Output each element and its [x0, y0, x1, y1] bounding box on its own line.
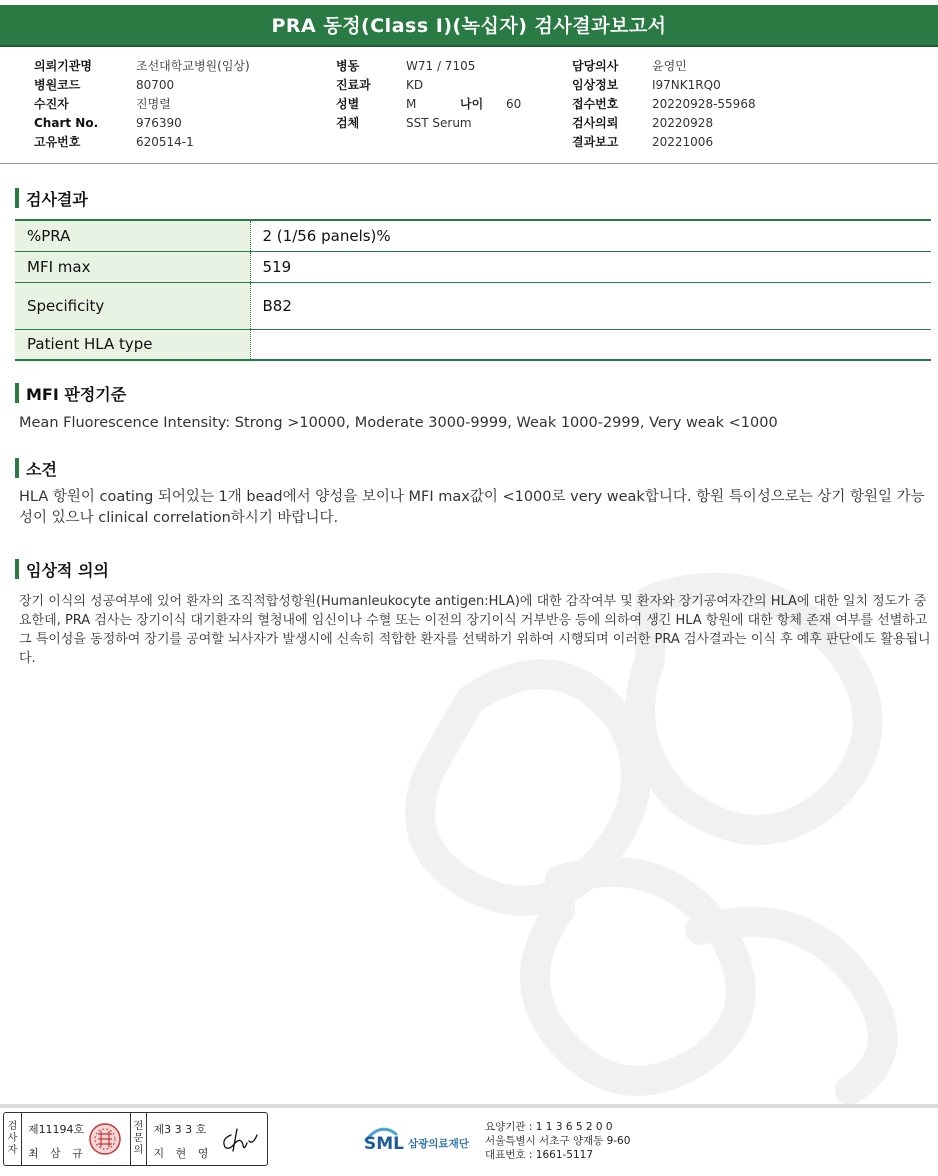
org-phone: 대표번호 : 1661-5117	[485, 1149, 594, 1161]
signature-box	[3, 1112, 268, 1166]
info-label: 임상정보	[572, 78, 619, 92]
info-label: 접수번호	[572, 97, 619, 111]
result-key: Patient HLA type	[15, 329, 250, 360]
section-marker	[15, 458, 19, 478]
confirmer-number: 제3 3 3 호	[153, 1123, 207, 1136]
result-value: 519	[250, 251, 931, 282]
info-label: Chart No.	[34, 115, 99, 130]
org-info	[485, 1120, 630, 1162]
mfi-criteria-text: Mean Fluorescence Intensity: Strong >10000, Moderate 3000-9999, Weak 1000-2999, Very weak <1000	[19, 415, 778, 431]
info-row	[336, 113, 521, 132]
seal-stamp-icon	[88, 1122, 122, 1156]
info-column-3	[572, 56, 756, 151]
info-row	[336, 56, 521, 75]
section-label: 소견	[26, 459, 57, 479]
label-char: 전	[133, 1121, 144, 1132]
info-label: 고유번호	[34, 135, 81, 149]
confirmer-name: 지 현 영	[153, 1147, 213, 1160]
info-value: 20221006	[652, 134, 714, 149]
info-row	[34, 113, 250, 132]
info-label: 의뢰기관명	[34, 59, 92, 73]
result-key: Specificity	[15, 282, 250, 329]
info-row	[572, 113, 756, 132]
info-row	[572, 132, 756, 151]
section-label: MFI 판정기준	[26, 384, 127, 404]
table-row	[15, 220, 931, 251]
info-value: 80700	[136, 77, 175, 92]
examiner-number: 제11194호	[27, 1123, 85, 1136]
info-value: 조선대학교병원(임상)	[136, 59, 250, 73]
info-column-1	[34, 56, 250, 151]
section-opinion-title	[15, 456, 57, 480]
sml-logo	[364, 1118, 484, 1162]
result-key: MFI max	[15, 251, 250, 282]
result-value: 2 (1/56 panels)%	[250, 220, 931, 251]
info-value: M	[406, 96, 417, 111]
org-name: 삼광의료재단	[408, 1137, 469, 1150]
results-table	[15, 219, 931, 361]
result-value: B82	[250, 282, 931, 329]
org-address: 서울특별시 서초구 양재동 9-60	[485, 1135, 631, 1147]
result-value	[250, 329, 931, 360]
label-char: 의	[133, 1145, 144, 1156]
info-label: 진료과	[336, 78, 371, 92]
info-row	[572, 94, 756, 113]
label-char: 검	[7, 1121, 18, 1132]
info-row	[34, 94, 250, 113]
section-label: 임상적 의의	[26, 560, 109, 580]
table-row	[15, 329, 931, 360]
report-title: PRA 동정(Class I)(녹십자) 검사결과보고서	[0, 5, 938, 47]
table-row	[15, 282, 931, 329]
info-row	[34, 56, 250, 75]
age-label: 나이	[460, 97, 484, 111]
info-value: SST Serum	[406, 115, 472, 130]
info-value: 20220928-55968	[652, 96, 756, 111]
label-char: 자	[7, 1145, 18, 1156]
info-value: 976390	[136, 115, 182, 130]
section-results-title	[15, 186, 88, 210]
info-label: 검사의뢰	[572, 116, 619, 130]
section-marker	[15, 188, 19, 208]
info-label: 수진자	[34, 97, 69, 111]
section-mfi-title	[15, 381, 126, 405]
org-code: 요양기관 : 1 1 3 6 5 2 0 0	[485, 1121, 613, 1133]
confirmer-label	[130, 1113, 148, 1165]
info-column-2	[336, 56, 521, 132]
examiner-name: 최 삼 규	[27, 1147, 87, 1160]
label-char: 사	[7, 1133, 18, 1144]
info-row	[34, 132, 250, 151]
info-label: 검체	[336, 116, 360, 130]
patient-info	[0, 52, 938, 164]
section-label: 검사결과	[26, 189, 88, 209]
info-row	[572, 75, 756, 94]
info-row	[336, 94, 521, 113]
section-marker	[15, 383, 19, 403]
clinical-text: 장기 이식의 성공여부에 있어 환자의 조직적합성항원(Humanleukocyte antigen:HLA)에 대한 감작여부 및 환자와 장기공여자간의 HLA에 대한 일치 정도가 중요한데, PRA 검사는 장기이식 대기환자의 혈청내에 임신이나 수혈 또는 이전의 장기이식 거부반응 등에 의하여 생긴 HLA 항원에 대한 항체 존재 여부를 선별하고 그 특이성을 동정하여 장기를 공여할 뇌사자가 발생시에 신속히 적합한 환자를 선택하기 위하여 시행되며 이러한 PRA 검사결과는 이식 후 예후 판단에도 활용됩니다.	[19, 594, 931, 666]
info-row	[34, 75, 250, 94]
info-value: 20220928	[652, 115, 714, 130]
info-value: 윤영민	[652, 59, 687, 73]
confirmer-info	[147, 1113, 267, 1165]
info-value: 진명렬	[136, 97, 171, 111]
result-key: %PRA	[15, 220, 250, 251]
info-label: 병동	[336, 59, 360, 73]
footer-divider	[0, 1104, 938, 1108]
label-char: 문	[133, 1133, 144, 1144]
examiner-label	[4, 1113, 22, 1165]
table-row	[15, 251, 931, 282]
info-row	[336, 75, 521, 94]
examiner-info	[22, 1113, 130, 1165]
info-value: KD	[406, 77, 424, 92]
info-value: W71 / 7105	[406, 58, 476, 73]
signature-icon	[217, 1125, 261, 1155]
opinion-text: HLA 항원이 coating 되어있는 1개 bead에서 양성을 보이나 MFI max값이 <1000로 very weak합니다. 항원 특이성으로는 상기 항원일 가능성이 있으나 clinical correlation하시기 바랍니다.	[19, 489, 925, 526]
info-label: 성별	[336, 97, 360, 111]
logo-text: SML	[364, 1134, 404, 1154]
section-clinical-title	[15, 557, 109, 581]
info-value: I97NK1RQ0	[652, 77, 721, 92]
info-label: 병원코드	[34, 78, 81, 92]
age-value: 60	[506, 96, 522, 111]
info-label: 담당의사	[572, 59, 619, 73]
section-marker	[15, 559, 19, 579]
info-row	[572, 56, 756, 75]
info-label: 결과보고	[572, 135, 619, 149]
info-value: 620514-1	[136, 134, 194, 149]
